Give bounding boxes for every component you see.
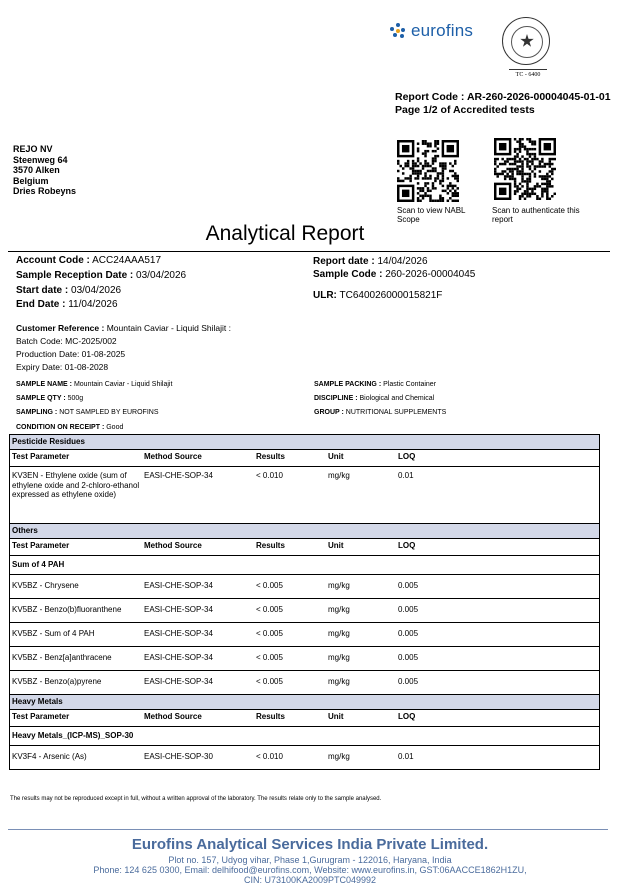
- table-header-row: Test Parameter Method Source Results Unit LOQ: [10, 710, 599, 727]
- sample-code: Sample Code : 260-2026-00004045: [313, 269, 476, 280]
- nabl-seal-icon: [502, 17, 550, 65]
- qr-caption-authenticate: Scan to authenticate this report: [492, 206, 580, 224]
- logo-text: eurofins: [411, 21, 474, 40]
- footer-line: CIN: U73100KA2009PTC049992: [243, 875, 377, 885]
- group: GROUP : NUTRITIONAL SUPPLEMENTS: [314, 409, 447, 416]
- table-header-row: Test Parameter Method Source Results Unit LOQ: [10, 539, 599, 556]
- address-line: REJO NV: [13, 144, 53, 154]
- discipline: DISCIPLINE : Biological and Chemical: [314, 395, 435, 402]
- address-line: Belgium: [13, 175, 49, 186]
- expiry-date: Expiry Date: 01-08-2028: [16, 362, 109, 372]
- table-row: KV3EN - Ethylene oxide (sum of ethylene oxide and 2-chloro-ethanol expressed as ethylene oxide) EASI-CHE-SOP-34 < 0.010 mg/kg 0.01: [10, 467, 599, 524]
- condition-on-receipt: CONDITION ON RECEIPT : Good: [16, 424, 124, 431]
- section-header: Pesticide Residues: [10, 435, 599, 450]
- table-row: KV5BZ - Benzo(a)pyrene EASI-CHE-SOP-34 < 0.005 mg/kg 0.005: [10, 671, 599, 695]
- footer-line: Plot no. 157, Udyog vihar, Phase 1,Gurugram - 122016, Haryana, India: [168, 855, 452, 865]
- section-subheader: Sum of 4 PAH: [10, 556, 599, 575]
- report-date: Report date : 14/04/2026: [313, 256, 428, 267]
- page-title: Analytical Report: [205, 222, 365, 245]
- table-row: KV5BZ - Benzo(b)fluoranthene EASI-CHE-SOP-34 < 0.005 mg/kg 0.005: [10, 599, 599, 623]
- sample-name: SAMPLE NAME : Mountain Caviar - Liquid Shilajit: [16, 381, 173, 388]
- address-line: 3570 Alken: [13, 165, 60, 175]
- start-date: Start date : 03/04/2026: [16, 285, 122, 296]
- customer-reference: Customer Reference : Mountain Caviar - Liquid Shilajit : Batch Code: MC-2025/002 Production Date: 01-08-2025 Expiry Date: 01-08-2028: [16, 323, 231, 372]
- end-date: End Date : 11/04/2026: [16, 299, 118, 310]
- seal-label: TC - 6400: [505, 72, 551, 78]
- table-row: KV5BZ - Benz[a]anthracene EASI-CHE-SOP-34 < 0.005 mg/kg 0.005: [10, 647, 599, 671]
- table-row: KV5BZ - Sum of 4 PAH EASI-CHE-SOP-34 < 0.005 mg/kg 0.005: [10, 623, 599, 647]
- section-header: Others: [10, 524, 599, 539]
- address-line: Dries Robeyns: [13, 186, 77, 196]
- footer-company: Eurofins Analytical Services India Private Limited.: [131, 836, 489, 853]
- footer-line: Phone: 124 625 0300, Email: delhifood@eurofins.com, Website: www.eurofins.in, GST:06AACCE1862H1ZU,: [93, 865, 527, 875]
- eurofins-logo: [390, 21, 473, 41]
- batch-code: Batch Code: MC-2025/002: [16, 336, 117, 346]
- qr-caption-scope: Scan to view NABL Scope: [397, 206, 466, 224]
- table-row: KV3F4 - Arsenic (As) EASI-CHE-SOP-30 < 0.010 mg/kg 0.01: [10, 746, 599, 770]
- authenticate-qr-icon[interactable]: [494, 138, 556, 200]
- footer-address: [0, 855, 620, 885]
- account-code: Account Code : ACC24AAA517: [16, 255, 162, 266]
- production-date: Production Date: 01-08-2025: [16, 349, 126, 359]
- sampling: SAMPLING : NOT SAMPLED BY EUROFINS: [16, 409, 159, 416]
- table-header-row: Test Parameter Method Source Results Unit LOQ: [10, 450, 599, 467]
- section-subheader: Heavy Metals_(ICP-MS)_SOP-30: [10, 727, 599, 746]
- address-line: Steenweg 64: [13, 154, 68, 165]
- eurofins-dots-icon: [390, 23, 406, 39]
- sample-qty: SAMPLE QTY : 500g: [16, 395, 84, 402]
- footer-divider: [8, 829, 608, 830]
- reception-date: Sample Reception Date : 03/04/2026: [16, 270, 187, 281]
- table-row: KV5BZ - Chrysene EASI-CHE-SOP-34 < 0.005 mg/kg 0.005: [10, 575, 599, 599]
- section-header: Heavy Metals: [10, 695, 599, 710]
- report-code: Report Code : AR-260-2026-00004045-01-01: [395, 91, 611, 103]
- sample-packing: SAMPLE PACKING : Plastic Container: [314, 381, 437, 388]
- disclaimer: The results may not be reproduced except in full, without a written approval of the laboratory. The results relate only to the sample analysed.: [10, 796, 382, 802]
- results-table: [9, 434, 600, 770]
- page-info: Page 1/2 of Accredited tests: [395, 104, 535, 116]
- divider: [8, 251, 610, 252]
- customer-address: [13, 144, 76, 197]
- ulr: ULR: TC640026000015821F: [313, 290, 443, 301]
- nabl-scope-qr-icon[interactable]: [397, 140, 459, 202]
